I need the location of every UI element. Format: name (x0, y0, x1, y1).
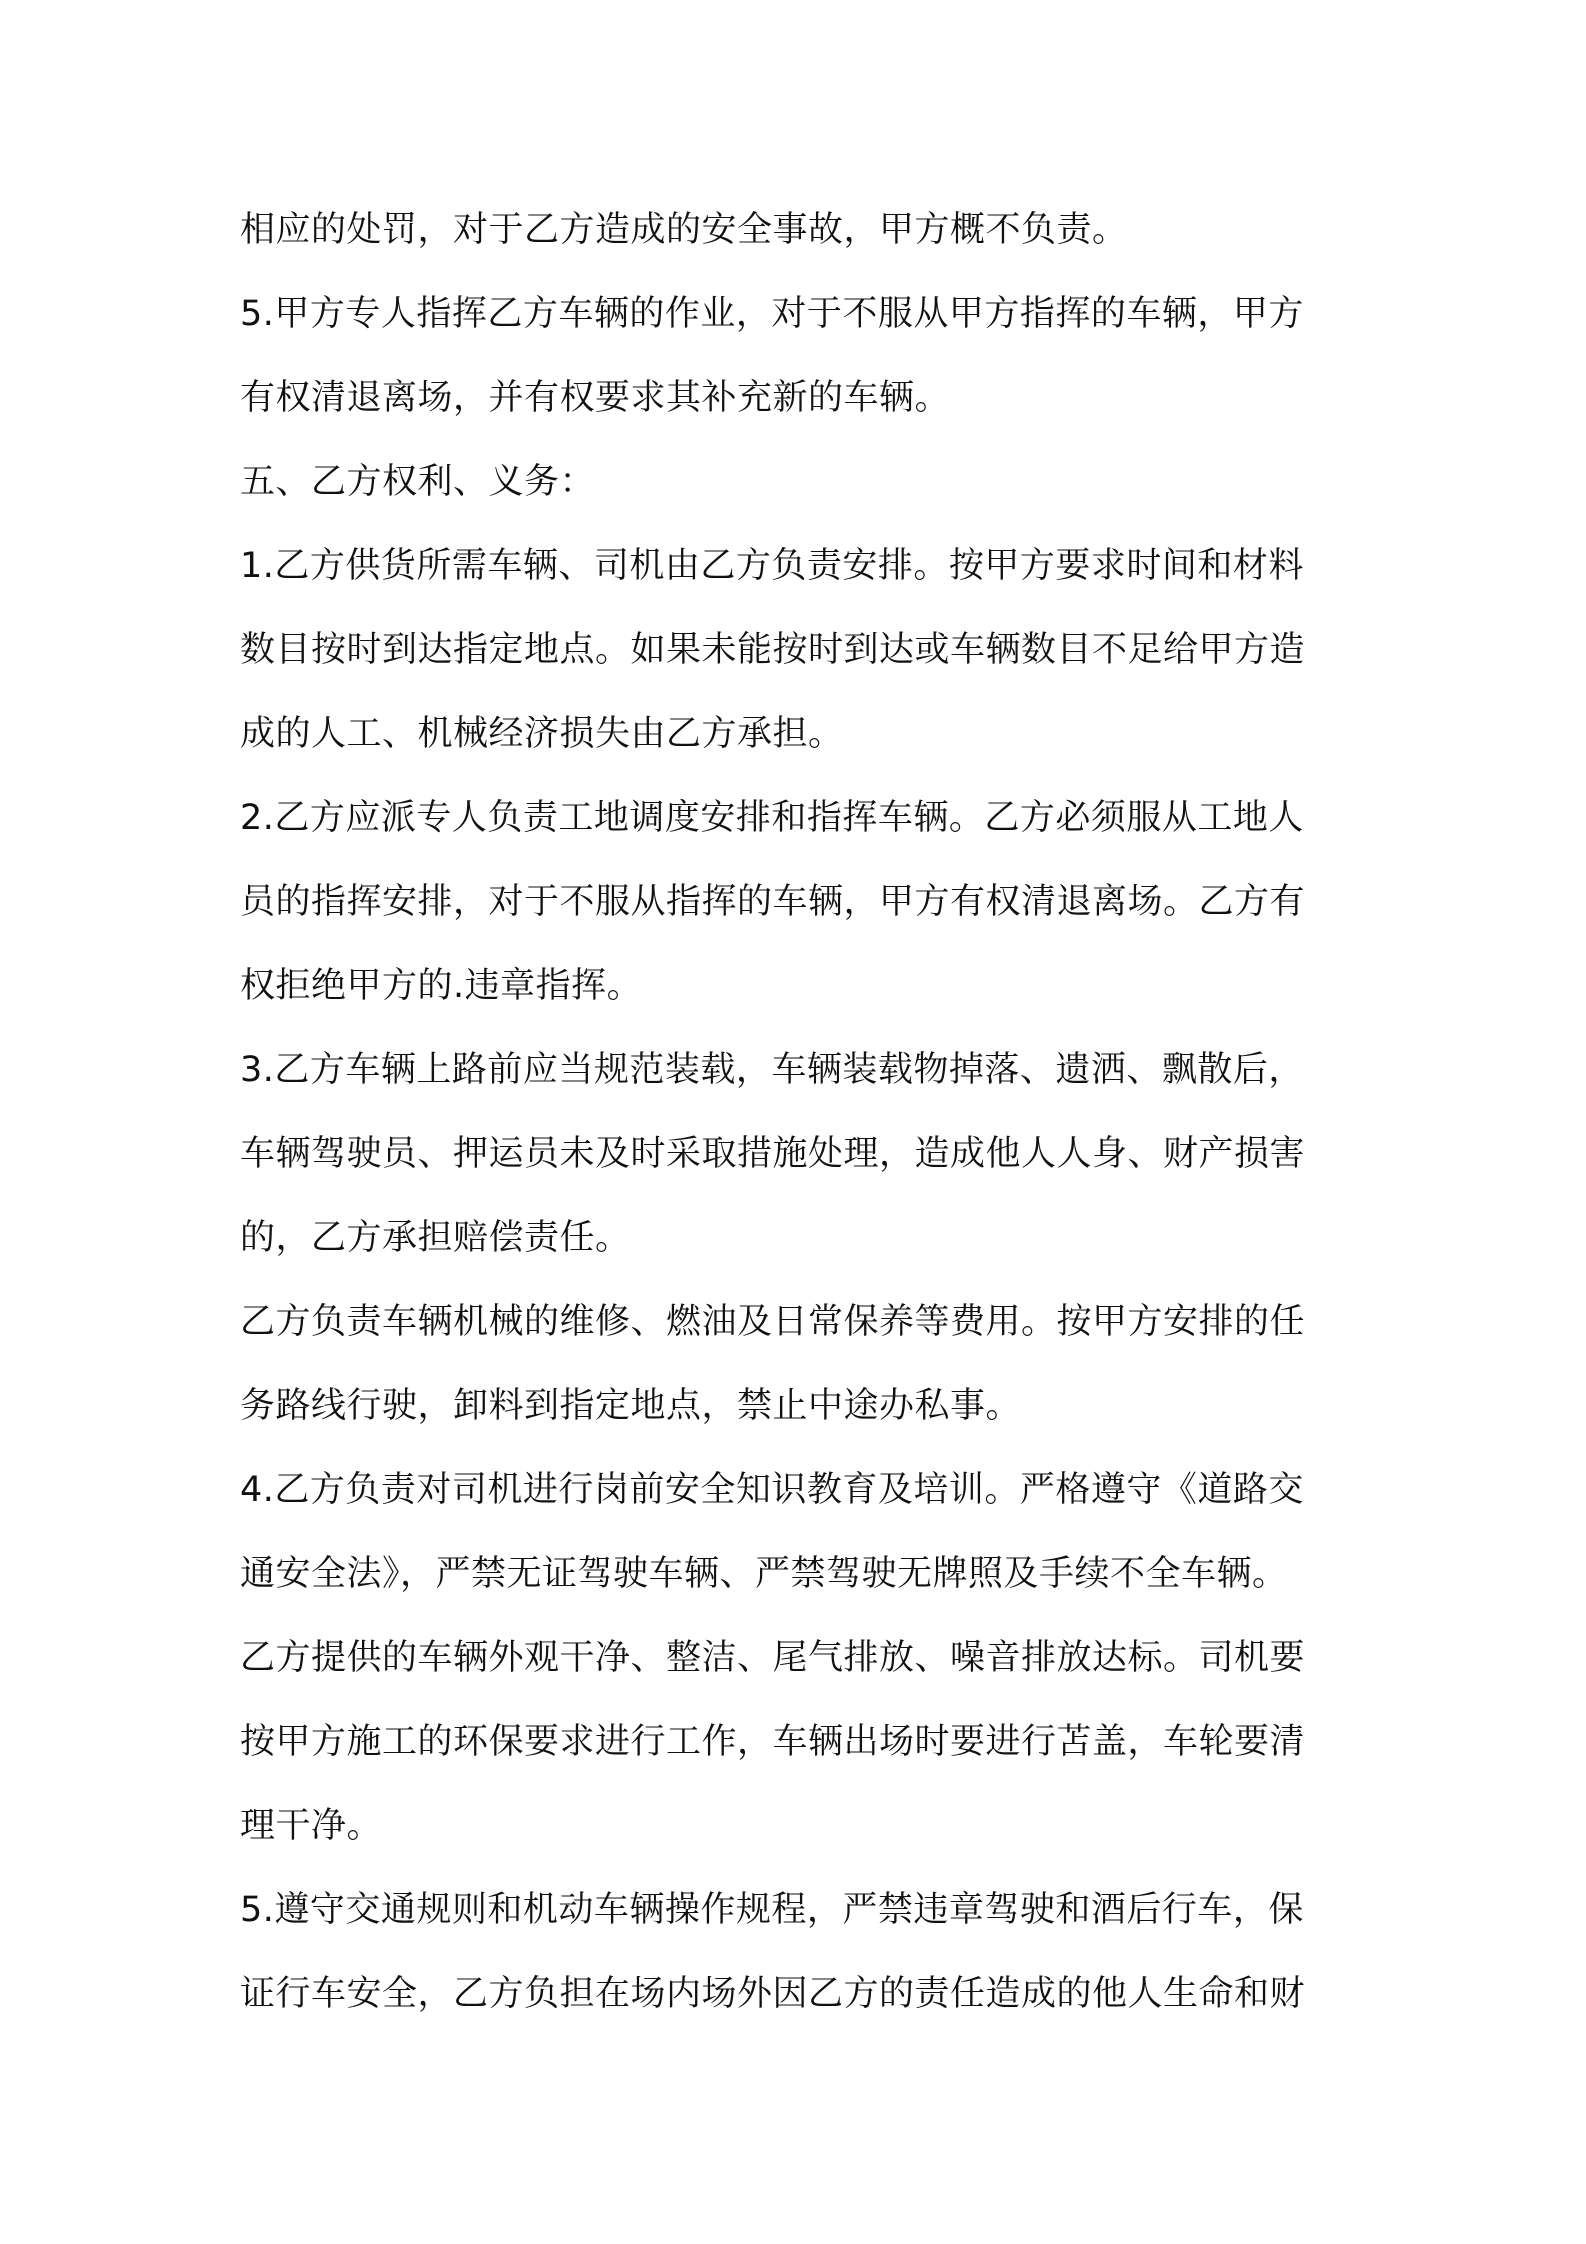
text-line: 1.乙方供货所需车辆、司机由乙方负责安排。按甲方要求时间和材料 (240, 546, 1304, 586)
text-line: 乙方负责车辆机械的维修、燃油及日常保养等费用。按甲方安排的任 (240, 1302, 1306, 1342)
text-line: 按甲方施工的环保要求进行工作，车辆出场时要进行苫盖，车轮要清 (240, 1722, 1306, 1762)
text-line: 务路线行驶，卸料到指定地点，禁止中途办私事。 (240, 1386, 1022, 1426)
text-line: 4.乙方负责对司机进行岗前安全知识教育及培训。严格遵守《道路交 (240, 1470, 1304, 1510)
text-line: 2.乙方应派专人负责工地调度安排和指挥车辆。乙方必须服从工地人 (240, 798, 1304, 838)
text-line: 3.乙方车辆上路前应当规范装载，车辆装载物掉落、遗洒、飘散后， (240, 1050, 1304, 1090)
text-line: 乙方提供的车辆外观干净、整洁、尾气排放、噪音排放达标。司机要 (240, 1638, 1306, 1678)
text-line: 有权清退离场，并有权要求其补充新的车辆。 (240, 378, 951, 418)
text-line: 权拒绝甲方的.违章指挥。 (240, 966, 643, 1006)
text-line: 通安全法》，严禁无证驾驶车辆、严禁驾驶无牌照及手续不全车辆。 (240, 1554, 1288, 1594)
text-line: 车辆驾驶员、押运员未及时采取措施处理，造成他人人身、财产损害 (240, 1134, 1306, 1174)
text-line: 员的指挥安排，对于不服从指挥的车辆，甲方有权清退离场。乙方有 (240, 882, 1306, 922)
text-line: 成的人工、机械经济损失由乙方承担。 (240, 714, 844, 754)
text-line: 5.遵守交通规则和机动车辆操作规程，严禁违章驾驶和酒后行车，保 (240, 1890, 1304, 1930)
text-line: 5.甲方专人指挥乙方车辆的作业，对于不服从甲方指挥的车辆，甲方 (240, 294, 1304, 334)
text-line: 理干净。 (240, 1806, 383, 1846)
contract-text-body (240, 188, 1360, 2036)
text-line: 相应的处罚，对于乙方造成的安全事故，甲方概不负责。 (240, 210, 1128, 250)
text-line: 的，乙方承担赔偿责任。 (240, 1218, 631, 1258)
text-line: 数目按时到达指定地点。如果未能按时到达或车辆数目不足给甲方造 (240, 630, 1306, 670)
section-heading: 五、乙方权利、义务： (240, 462, 596, 502)
text-line: 证行车安全，乙方负担在场内场外因乙方的责任造成的他人生命和财 (240, 1974, 1306, 2014)
